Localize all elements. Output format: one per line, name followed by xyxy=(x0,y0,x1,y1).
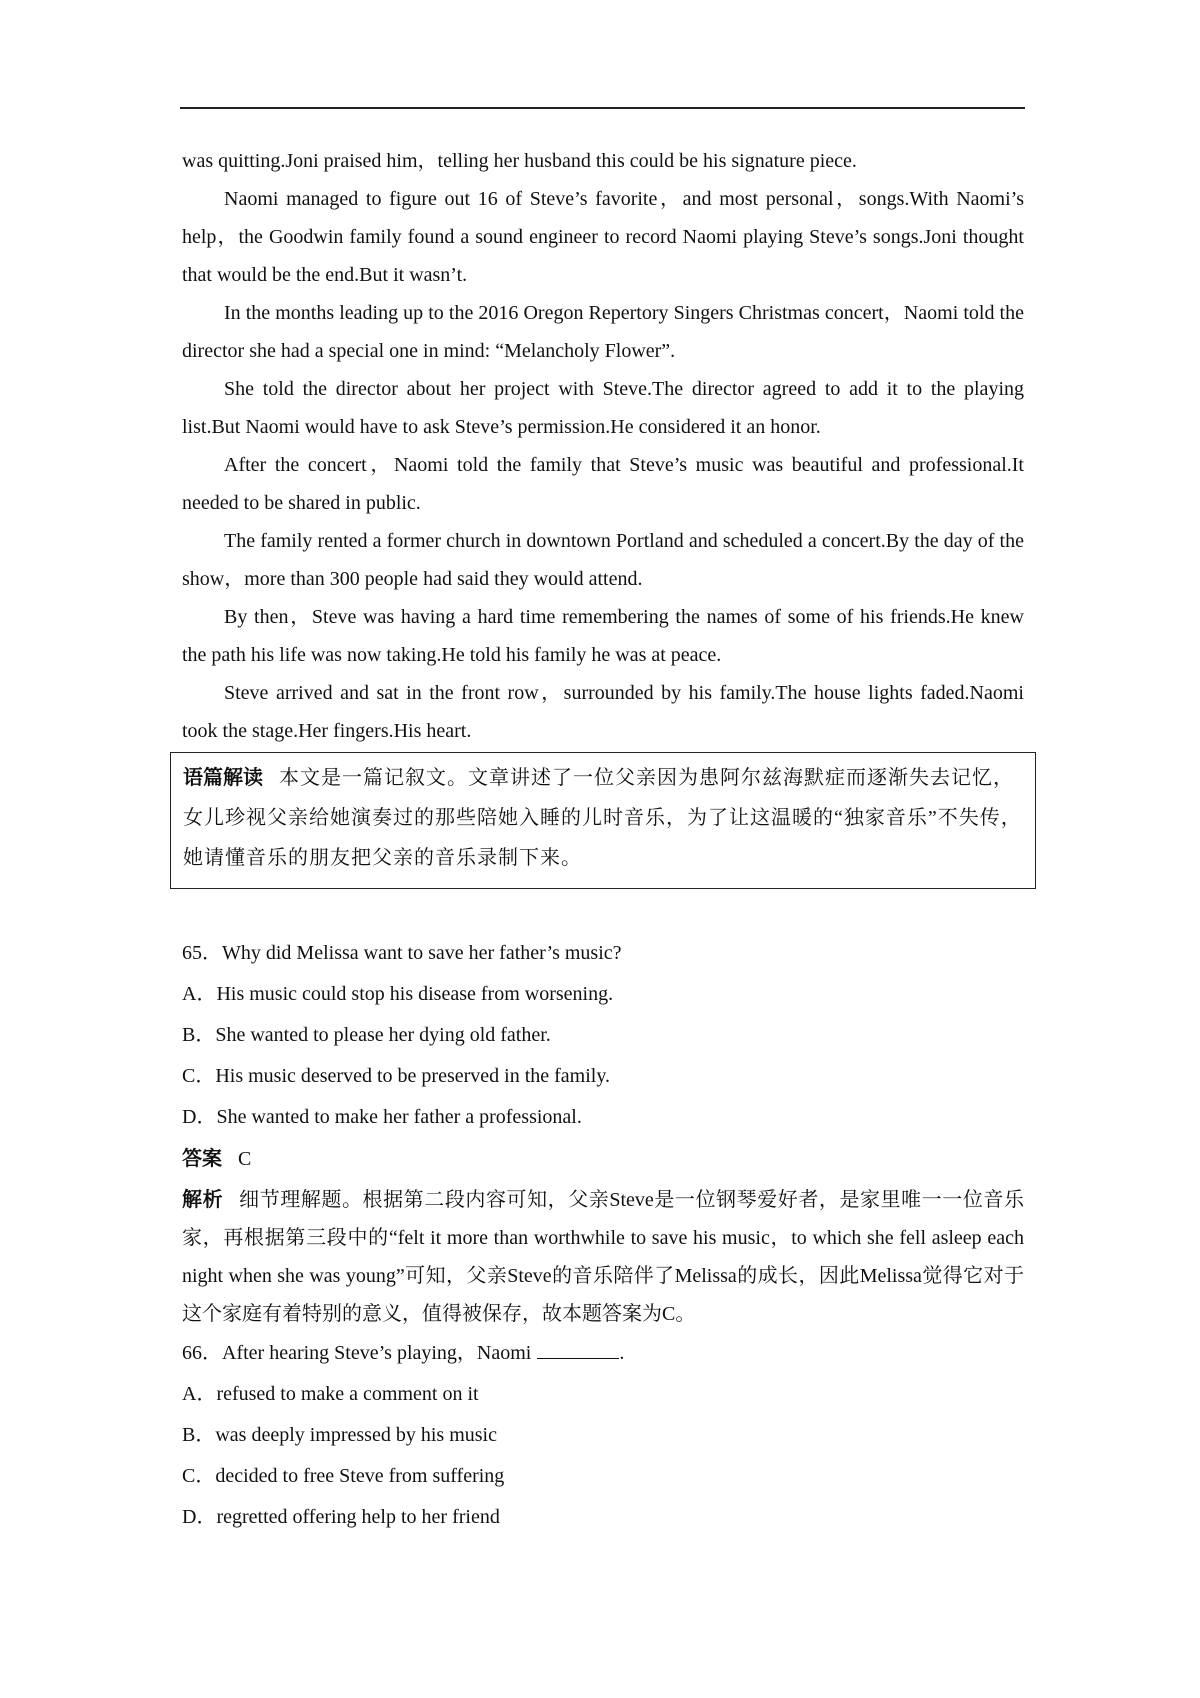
question-65-option-d: D．She wanted to make her father a professional. xyxy=(182,1106,582,1128)
answer-line xyxy=(182,1138,1024,1180)
passage-paragraph: After the concert，Naomi told the family that Steve’s music was beautiful and professional.It needed to be shared in public. xyxy=(182,454,1024,514)
question-66-option-a: A．refused to make a comment on it xyxy=(182,1383,479,1405)
answer-value: C xyxy=(238,1148,252,1170)
analysis-block xyxy=(182,1180,1024,1333)
header-rule xyxy=(180,107,1025,109)
answer-blank xyxy=(537,1340,619,1359)
question-65-option-b: B．She wanted to please her dying old father. xyxy=(182,1024,551,1046)
document-body xyxy=(182,142,1024,1538)
answer-label: 答案 xyxy=(182,1146,222,1170)
summary-box xyxy=(170,752,1036,889)
analysis-text: 细节理解题。根据第二段内容可知，父亲Steve是一位钢琴爱好者，是家里唯一一位音乐家，再根据第三段中的“felt it more than worthwhile to save his music，to which she fell asleep each night when she was young”可知，父亲Steve的音乐陪伴了Melissa的成长，因此Melissa觉得它对于这个家庭有着特别的意义，值得被保存，故本题答案为C。 xyxy=(182,1189,1025,1325)
analysis-label: 解析 xyxy=(182,1187,224,1211)
passage-paragraph: By then，Steve was having a hard time remembering the names of some of his friends.He knew the path his life was now taking.He told his family he was at peace. xyxy=(182,606,1024,666)
question-65-stem: 65．Why did Melissa want to save her father’s music? xyxy=(182,942,622,964)
question-65-option-a: A．His music could stop his disease from worsening. xyxy=(182,983,614,1005)
passage-paragraph: She told the director about her project with Steve.The director agreed to add it to the playing list.But Naomi would have to ask Steve’s permission.He considered it an honor. xyxy=(182,378,1024,438)
passage-paragraph: Naomi managed to figure out 16 of Steve’s favorite，and most personal，songs.With Naomi’s help，the Goodwin family found a sound engineer to record Naomi playing Steve’s songs.Joni thought that would be the end.But it wasn’t. xyxy=(182,188,1024,286)
question-66-option-c: C．decided to free Steve from suffering xyxy=(182,1465,505,1487)
question-66-stem-text: 66．After hearing Steve’s playing，Naomi xyxy=(182,1342,532,1364)
passage-paragraph: In the months leading up to the 2016 Oregon Repertory Singers Christmas concert，Naomi told the director she had a special one in mind: “Melancholy Flower”. xyxy=(182,302,1024,362)
passage-paragraph: was quitting.Joni praised him，telling her husband this could be his signature piece. xyxy=(182,150,857,172)
summary-text: 本文是一篇记叙文。文章讲述了一位父亲因为患阿尔兹海默症而逐渐失去记忆，女儿珍视父亲给她演奏过的那些陪她入睡的儿时音乐，为了让这温暖的“独家音乐”不失传，她请懂音乐的朋友把父亲的音乐录制下来。 xyxy=(183,767,1022,869)
passage-paragraph: The family rented a former church in downtown Portland and scheduled a concert.By the day of the show，more than 300 people had said they would attend. xyxy=(182,530,1024,590)
summary-label: 语篇解读 xyxy=(183,765,263,789)
question-66-option-d: D．regretted offering help to her friend xyxy=(182,1506,500,1528)
question-66-stem xyxy=(182,1333,1024,1374)
question-66-option-b: B．was deeply impressed by his music xyxy=(182,1424,497,1446)
question-65-option-c: C．His music deserved to be preserved in the family. xyxy=(182,1065,611,1087)
passage-paragraph: Steve arrived and sat in the front row，surrounded by his family.The house lights faded.Naomi took the stage.Her fingers.His heart. xyxy=(182,682,1024,742)
question-66-stem-end: . xyxy=(619,1342,625,1364)
